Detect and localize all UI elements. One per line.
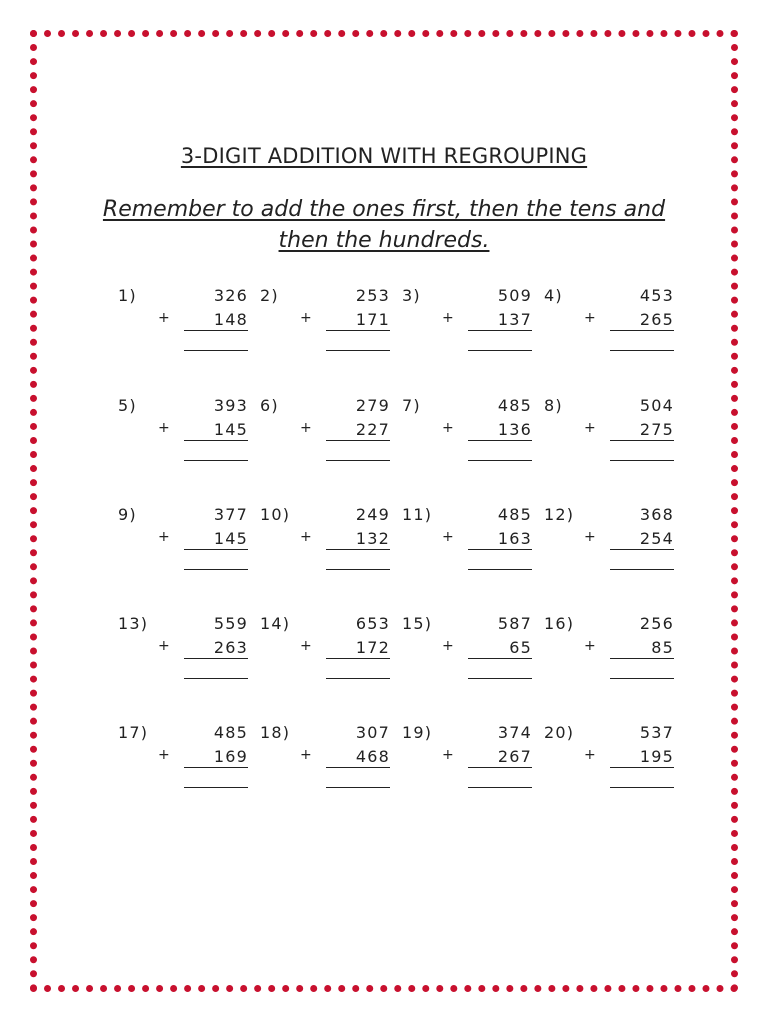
top-addend: 256 [639,614,674,633]
problem-number: 13) [118,614,149,633]
addition-problem [402,614,532,694]
problem-number: 6) [260,396,279,415]
addition-problem [118,396,248,476]
bottom-addend: 148 [184,310,248,331]
problem-number: 9) [118,505,137,524]
plus-sign: + [300,420,313,436]
answer-line[interactable] [610,460,674,461]
problem-number: 2) [260,286,279,305]
problem-number: 5) [118,396,137,415]
top-addend: 377 [213,505,248,524]
addition-problem [260,286,390,366]
plus-sign: + [584,529,597,545]
problem-number: 16) [544,614,575,633]
plus-sign: + [442,747,455,763]
answer-line[interactable] [610,678,674,679]
top-addend: 279 [355,396,390,415]
bottom-addend: 172 [326,638,390,659]
problem-number: 11) [402,505,433,524]
bottom-addend: 468 [326,747,390,768]
top-addend: 485 [497,396,532,415]
answer-line[interactable] [184,787,248,788]
plus-sign: + [584,310,597,326]
bottom-addend: 145 [184,529,248,550]
bottom-addend: 145 [184,420,248,441]
plus-sign: + [300,747,313,763]
problem-number: 14) [260,614,291,633]
answer-line[interactable] [468,569,532,570]
plus-sign: + [584,638,597,654]
answer-line[interactable] [468,678,532,679]
addition-problem [544,614,674,694]
bottom-addend: 85 [610,638,674,659]
top-addend: 587 [497,614,532,633]
bottom-addend: 137 [468,310,532,331]
plus-sign: + [158,638,171,654]
problem-number: 10) [260,505,291,524]
problem-number: 17) [118,723,149,742]
top-addend: 537 [639,723,674,742]
bottom-addend: 136 [468,420,532,441]
addition-problem [260,505,390,585]
plus-sign: + [442,529,455,545]
answer-line[interactable] [326,787,390,788]
answer-line[interactable] [184,460,248,461]
answer-line[interactable] [326,460,390,461]
plus-sign: + [158,310,171,326]
addition-problem [260,723,390,803]
answer-line[interactable] [326,350,390,351]
instruction-line-2: then the hundreds. [278,228,490,253]
problem-number: 8) [544,396,563,415]
addition-problem [544,505,674,585]
plus-sign: + [584,747,597,763]
answer-line[interactable] [326,569,390,570]
addition-problem [260,614,390,694]
bottom-addend: 227 [326,420,390,441]
plus-sign: + [442,310,455,326]
bottom-addend: 263 [184,638,248,659]
problem-number: 19) [402,723,433,742]
problem-number: 7) [402,396,421,415]
plus-sign: + [442,420,455,436]
problem-number: 18) [260,723,291,742]
top-addend: 485 [497,505,532,524]
top-addend: 485 [213,723,248,742]
top-addend: 393 [213,396,248,415]
answer-line[interactable] [468,350,532,351]
problem-number: 1) [118,286,137,305]
problem-number: 3) [402,286,421,305]
problem-number: 15) [402,614,433,633]
problem-number: 12) [544,505,575,524]
worksheet-title: 3-DIGIT ADDITION WITH REGROUPING [180,144,588,168]
bottom-addend: 65 [468,638,532,659]
plus-sign: + [300,638,313,654]
plus-sign: + [300,529,313,545]
addition-problem [118,614,248,694]
addition-problem [402,723,532,803]
plus-sign: + [158,747,171,763]
bottom-addend: 275 [610,420,674,441]
problem-number: 20) [544,723,575,742]
bottom-addend: 171 [326,310,390,331]
answer-line[interactable] [468,460,532,461]
answer-line[interactable] [610,787,674,788]
top-addend: 653 [355,614,390,633]
top-addend: 253 [355,286,390,305]
plus-sign: + [300,310,313,326]
top-addend: 368 [639,505,674,524]
bottom-addend: 132 [326,529,390,550]
plus-sign: + [584,420,597,436]
plus-sign: + [158,529,171,545]
bottom-addend: 195 [610,747,674,768]
top-addend: 509 [497,286,532,305]
top-addend: 374 [497,723,532,742]
top-addend: 559 [213,614,248,633]
answer-line[interactable] [610,569,674,570]
answer-line[interactable] [184,350,248,351]
answer-line[interactable] [468,787,532,788]
top-addend: 504 [639,396,674,415]
addition-problem [402,286,532,366]
addition-problem [544,286,674,366]
addition-problem [402,505,532,585]
addition-problem [544,723,674,803]
addition-problem [118,286,248,366]
answer-line[interactable] [326,678,390,679]
top-addend: 326 [213,286,248,305]
bottom-addend: 254 [610,529,674,550]
answer-line[interactable] [184,569,248,570]
bottom-addend: 169 [184,747,248,768]
addition-problem [544,396,674,476]
answer-line[interactable] [610,350,674,351]
addition-problem [402,396,532,476]
bottom-addend: 163 [468,529,532,550]
addition-problem [118,505,248,585]
instruction-line-1: Remember to add the ones first, then the tens and [102,197,666,222]
addition-problem [118,723,248,803]
bottom-addend: 267 [468,747,532,768]
plus-sign: + [442,638,455,654]
bottom-addend: 265 [610,310,674,331]
top-addend: 307 [355,723,390,742]
top-addend: 249 [355,505,390,524]
answer-line[interactable] [184,678,248,679]
problem-number: 4) [544,286,563,305]
plus-sign: + [158,420,171,436]
top-addend: 453 [639,286,674,305]
instruction-text [80,194,688,256]
addition-problem [260,396,390,476]
